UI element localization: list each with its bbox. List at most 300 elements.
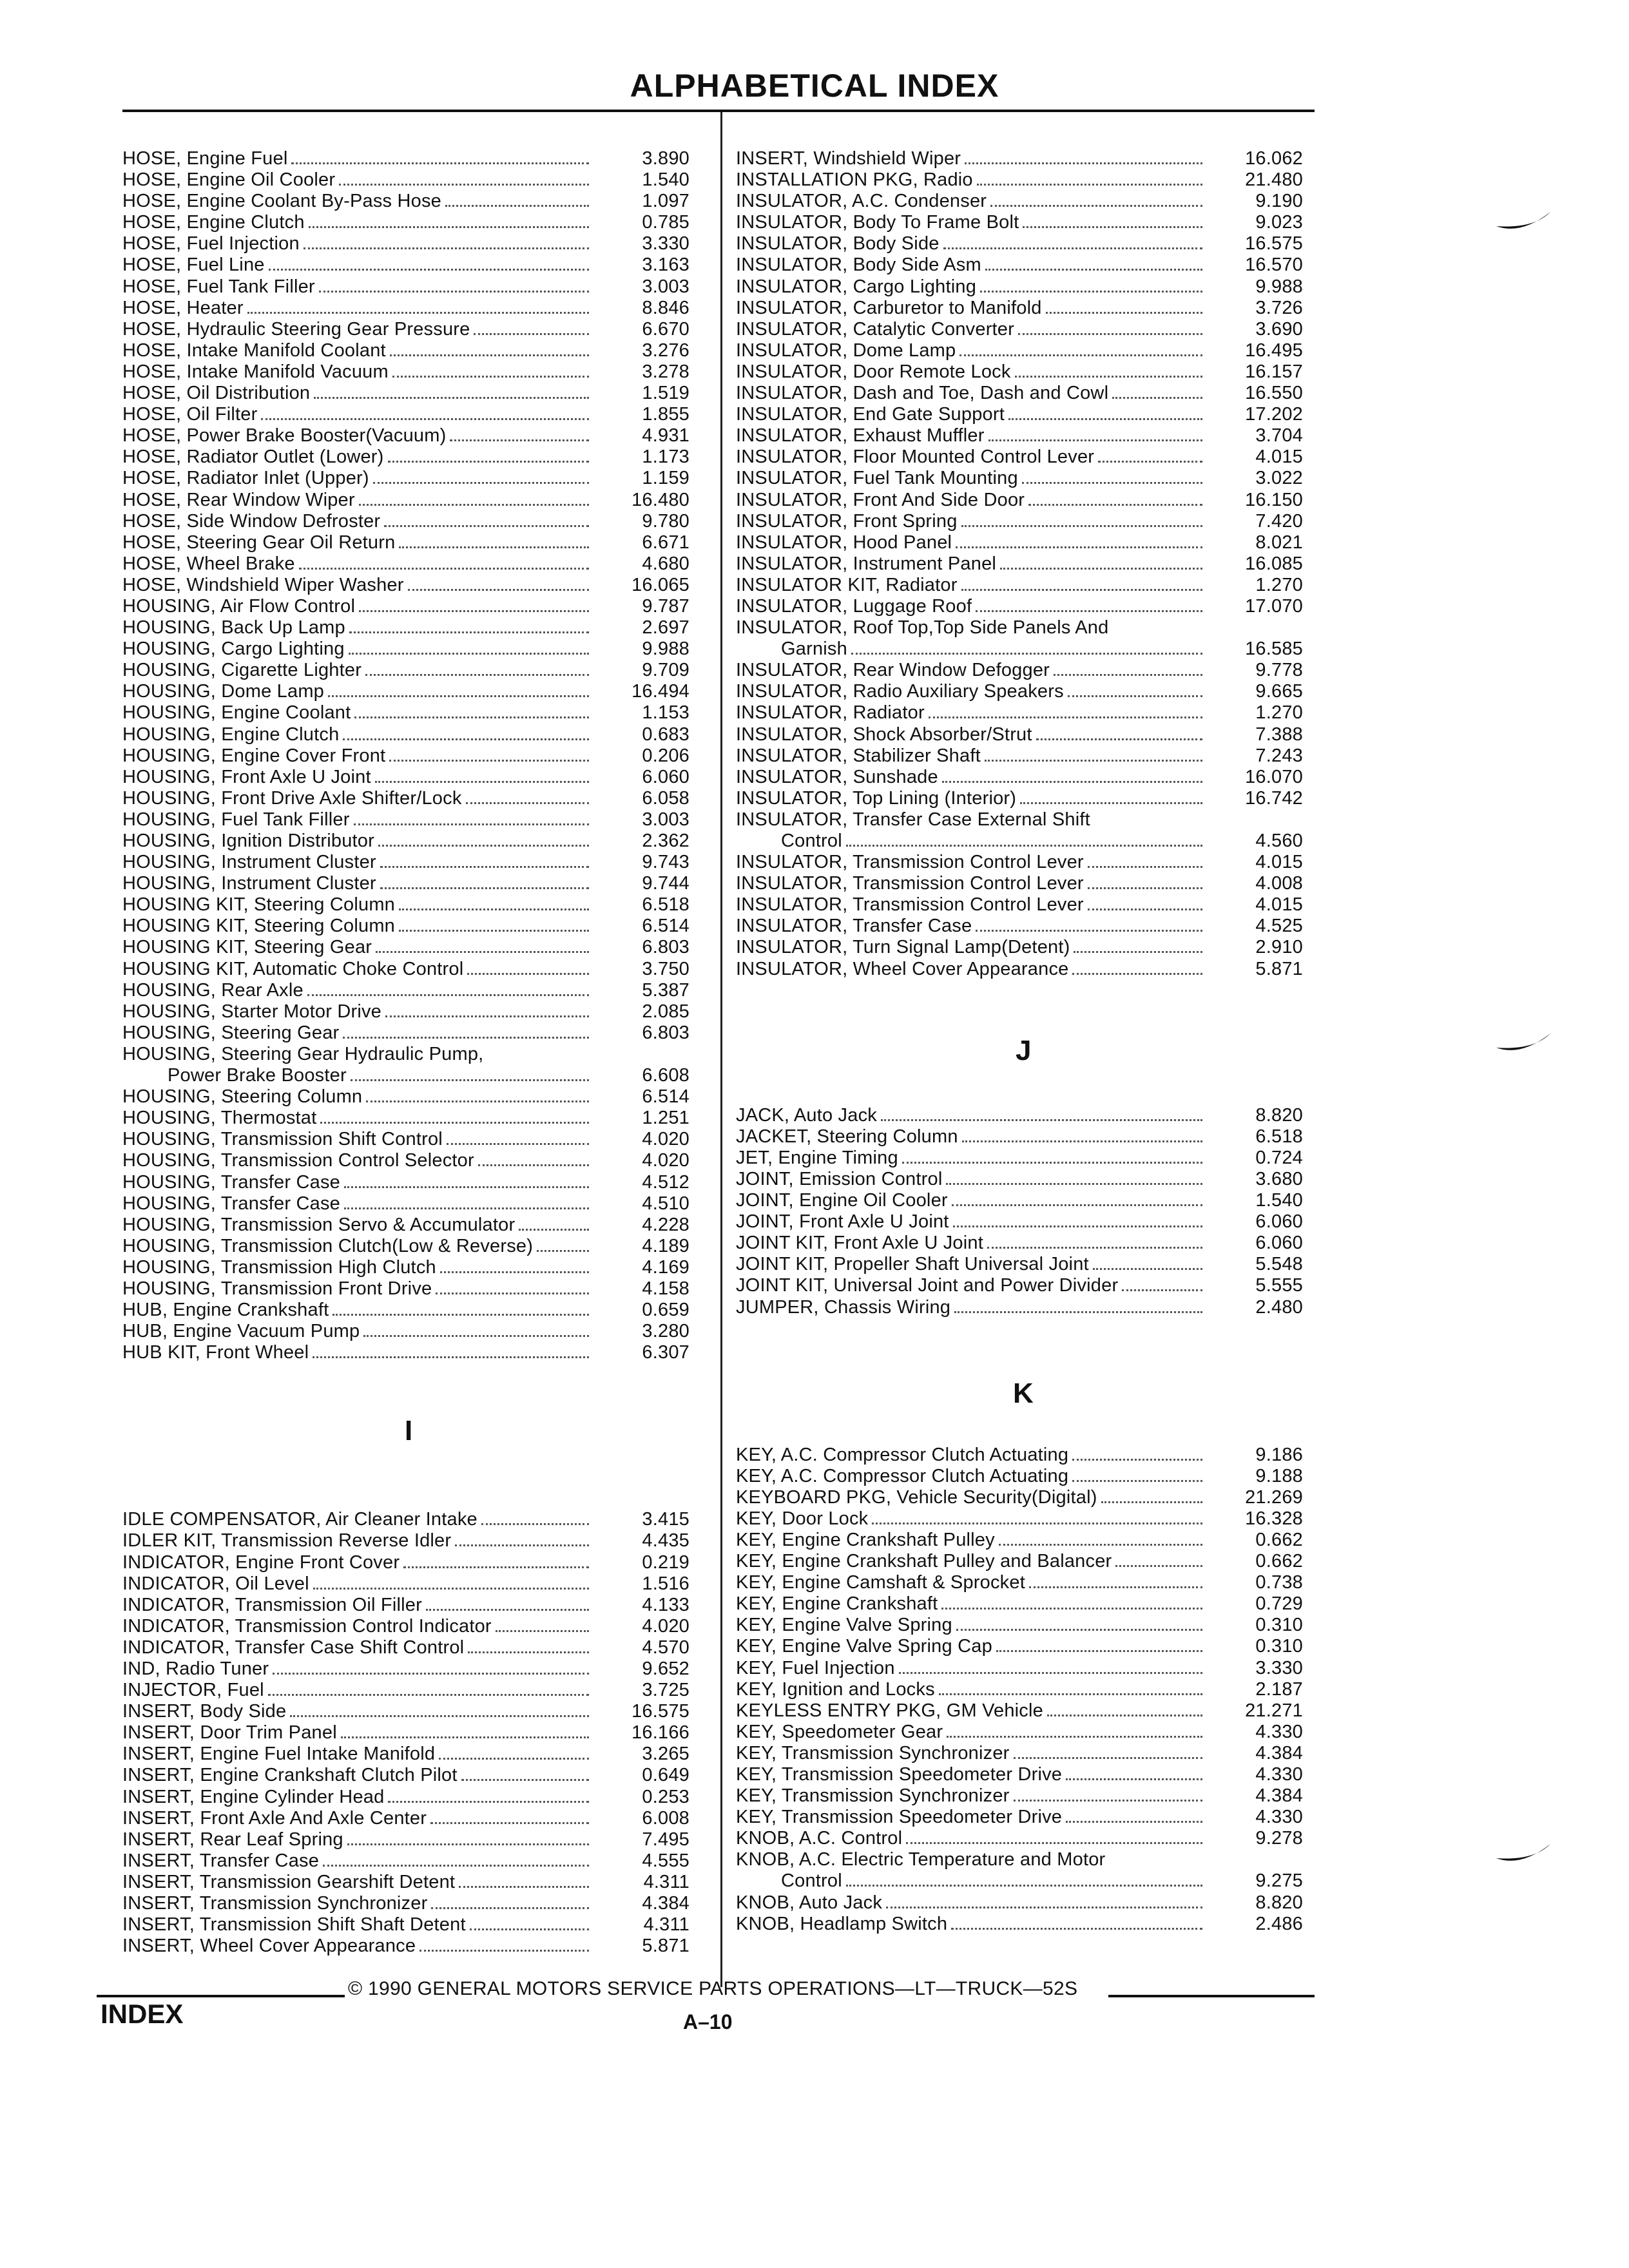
leader-dots <box>959 341 1202 356</box>
index-entry <box>736 1190 1303 1211</box>
leader-dots <box>399 917 589 932</box>
index-entry <box>736 1551 1303 1572</box>
column-divider <box>720 112 722 1987</box>
entry-page-ref: 1.540 <box>642 169 689 191</box>
leader-dots <box>359 597 589 612</box>
leader-dots <box>436 1280 589 1294</box>
leader-dots <box>851 640 1202 655</box>
entry-page-ref: 4.189 <box>642 1235 689 1256</box>
index-entry <box>736 1615 1303 1636</box>
leader-dots <box>496 1617 589 1632</box>
entry-label: INDICATOR, Transfer Case Shift Control <box>122 1637 465 1658</box>
entry-page-ref: 9.652 <box>642 1658 689 1679</box>
index-entry <box>122 1680 689 1701</box>
entry-label: INSULATOR, A.C. Condenser <box>736 191 987 212</box>
entry-page-ref: 0.724 <box>1255 1147 1303 1168</box>
index-entry <box>122 1236 689 1257</box>
index-section-k <box>736 1445 1303 1935</box>
entry-label: HOUSING, Instrument Cluster <box>122 873 376 894</box>
leader-dots <box>1014 1744 1202 1759</box>
leader-dots <box>363 1322 589 1337</box>
entry-page-ref: 3.163 <box>642 255 689 276</box>
index-entry <box>122 468 689 489</box>
leader-dots <box>951 1915 1202 1930</box>
entry-label: HOSE, Steering Gear Oil Return <box>122 532 396 553</box>
leader-dots <box>319 278 589 293</box>
left-column <box>122 148 689 1957</box>
entry-label: HOUSING, Engine Coolant <box>122 702 351 724</box>
entry-page-ref: 4.330 <box>1255 1721 1303 1742</box>
leader-dots <box>339 171 589 186</box>
entry-page-ref: 9.665 <box>1255 681 1303 702</box>
leader-dots <box>1074 938 1202 953</box>
entry-label: JOINT KIT, Universal Joint and Power Divider <box>736 1275 1119 1296</box>
entry-label: HOUSING, Cigarette Lighter <box>122 660 362 681</box>
index-entry <box>736 490 1303 511</box>
entry-label: KEY, Speedometer Gear <box>736 1721 943 1742</box>
entry-label: HOUSING, Thermostat <box>122 1108 317 1129</box>
entry-label: HOSE, Engine Fuel <box>122 148 288 169</box>
leader-dots <box>1047 1702 1202 1716</box>
entry-label: HUB KIT, Front Wheel <box>122 1342 309 1363</box>
leader-dots <box>1036 726 1202 740</box>
entry-label: HOSE, Rear Window Wiper <box>122 489 355 510</box>
leader-dots <box>445 192 589 207</box>
index-section-i-right <box>736 148 1303 980</box>
leader-dots <box>461 1766 589 1781</box>
entry-label: INSULATOR, Floor Mounted Control Lever <box>736 447 1095 468</box>
index-entry <box>122 639 689 660</box>
entry-label: HOSE, Engine Oil Cooler <box>122 169 336 191</box>
entry-page-ref: 9.988 <box>642 639 689 660</box>
index-entry <box>122 212 689 233</box>
entry-label: KEY, Transmission Synchronizer <box>736 1785 1010 1807</box>
entry-label: INSTALLATION PKG, Radio <box>736 169 973 191</box>
leader-dots <box>468 1639 589 1653</box>
entry-page-ref: 4.525 <box>1255 916 1303 937</box>
index-entry <box>736 1892 1303 1914</box>
index-entry <box>122 596 689 617</box>
entry-label: HOUSING, Front Axle U Joint <box>122 766 371 787</box>
entry-label: INSULATOR, Body Side Asm <box>736 255 981 276</box>
leader-dots <box>403 1553 589 1568</box>
index-entry <box>736 1679 1303 1700</box>
entry-page-ref: 9.188 <box>1255 1465 1303 1486</box>
index-entry <box>736 425 1303 447</box>
index-entry <box>122 894 689 916</box>
entry-page-ref: 2.187 <box>1255 1678 1303 1700</box>
entry-page-ref: 0.219 <box>642 1552 689 1573</box>
leader-dots <box>956 1616 1202 1631</box>
entry-page-ref: 6.514 <box>642 916 689 937</box>
index-entry <box>736 1508 1303 1530</box>
entry-label: INSERT, Engine Cylinder Head <box>122 1786 385 1807</box>
index-entry <box>736 468 1303 489</box>
leader-dots <box>478 1151 589 1166</box>
entry-label: HOSE, Oil Distribution <box>122 383 311 404</box>
entry-page-ref: 17.202 <box>1245 404 1303 425</box>
leader-dots <box>440 1258 589 1273</box>
leader-dots <box>466 789 589 804</box>
leader-dots <box>987 1234 1202 1249</box>
leader-dots <box>1029 1573 1202 1588</box>
entry-label: KEY, Engine Valve Spring Cap <box>736 1636 992 1657</box>
entry-label: INSERT, Body Side <box>122 1701 287 1722</box>
index-entry <box>122 1150 689 1171</box>
leader-dots <box>343 726 589 740</box>
leader-dots <box>320 1109 589 1124</box>
entry-page-ref: 4.560 <box>1255 831 1303 851</box>
entry-page-ref: 6.518 <box>642 894 689 916</box>
index-entry <box>736 1722 1303 1743</box>
entry-label: INSULATOR, Transfer Case <box>736 916 972 937</box>
entry-page-ref: 6.514 <box>642 1086 689 1108</box>
leader-dots <box>354 704 589 718</box>
entry-label: INSULATOR, Wheel Cover Appearance <box>736 958 1069 979</box>
entry-page-ref: 4.931 <box>642 425 689 447</box>
entry-label: HOSE, Fuel Line <box>122 255 265 276</box>
index-entry <box>122 1278 689 1300</box>
index-entry <box>122 425 689 447</box>
entry-label: HOSE, Oil Filter <box>122 404 258 425</box>
entry-page-ref: 3.278 <box>642 361 689 382</box>
entry-label: JET, Engine Timing <box>736 1147 898 1168</box>
index-entry <box>736 831 1303 852</box>
entry-label: HOSE, Intake Manifold Coolant <box>122 340 386 361</box>
entry-label: INSULATOR, Roof Top,Top Side Panels And <box>736 617 1109 639</box>
index-entry <box>736 1764 1303 1785</box>
index-entry <box>122 191 689 212</box>
entry-label: HOUSING KIT, Steering Gear <box>122 937 372 958</box>
entry-page-ref: 2.486 <box>1255 1913 1303 1934</box>
leader-dots <box>1072 1467 1202 1482</box>
leader-dots <box>399 533 589 548</box>
entry-page-ref: 3.265 <box>642 1744 689 1765</box>
entry-page-ref: 4.158 <box>642 1278 689 1299</box>
entry-page-ref: 1.855 <box>642 404 689 425</box>
index-entry <box>122 1744 689 1765</box>
leader-dots <box>392 363 589 378</box>
entry-label: HUB, Engine Vacuum Pump <box>122 1321 360 1342</box>
entry-page-ref: 0.683 <box>642 724 689 745</box>
leader-dots <box>872 1510 1202 1524</box>
entry-label: IDLE COMPENSATOR, Air Cleaner Intake <box>122 1509 477 1530</box>
leader-dots <box>365 661 589 676</box>
index-entry <box>736 1530 1303 1551</box>
entry-page-ref: 4.510 <box>642 1193 689 1214</box>
entry-label: INSULATOR, Carburetor to Manifold <box>736 297 1042 318</box>
entry-label: INSULATOR, Door Remote Lock <box>736 361 1011 382</box>
entry-label: KEYLESS ENTRY PKG, GM Vehicle <box>736 1700 1043 1721</box>
index-entry <box>736 276 1303 298</box>
entry-label: INSULATOR, Front And Side Door <box>736 489 1025 510</box>
entry-label: INSULATOR, Sunshade <box>736 766 938 787</box>
leader-dots <box>450 427 589 441</box>
entry-page-ref: 4.330 <box>1255 1807 1303 1828</box>
entry-label: INSULATOR, Body Side <box>736 233 940 255</box>
page-number: A–10 <box>683 2010 733 2033</box>
leader-dots <box>519 1216 589 1231</box>
entry-label: INSERT, Door Trim Panel <box>122 1722 337 1744</box>
index-entry <box>736 1658 1303 1679</box>
entry-label: INSULATOR, End Gate Support <box>736 404 1005 425</box>
entry-label: HOSE, Heater <box>122 297 244 318</box>
leader-dots <box>459 1873 589 1888</box>
index-entry <box>122 1829 689 1850</box>
entry-page-ref: 4.384 <box>1255 1785 1303 1807</box>
index-entry <box>736 1807 1303 1828</box>
entry-label: INSERT, Wheel Cover Appearance <box>122 1936 416 1957</box>
entry-label: Garnish <box>781 639 847 660</box>
leader-dots <box>474 320 589 335</box>
entry-label: INSULATOR, Hood Panel <box>736 532 952 553</box>
leader-dots <box>961 576 1202 591</box>
leader-dots <box>1088 874 1202 889</box>
leader-dots <box>366 1088 589 1102</box>
entry-label: INSERT, Windshield Wiper <box>736 148 961 169</box>
entry-page-ref: 3.003 <box>642 809 689 830</box>
leader-dots <box>1101 1488 1202 1503</box>
leader-dots <box>385 1003 589 1017</box>
entry-label: KNOB, Auto Jack <box>736 1892 883 1913</box>
entry-label: INSULATOR, Catalytic Converter <box>736 318 1014 340</box>
entry-label: HOSE, Radiator Outlet (Lower) <box>122 447 384 468</box>
index-entry <box>736 1275 1303 1296</box>
entry-label: INSULATOR, Luggage Roof <box>736 595 972 617</box>
entry-page-ref: 4.228 <box>642 1214 689 1235</box>
index-entry <box>736 959 1303 980</box>
leader-dots <box>1068 682 1202 697</box>
index-entry <box>736 681 1303 702</box>
index-entry <box>736 447 1303 468</box>
entry-label: HOUSING, Engine Cover Front <box>122 745 386 766</box>
entry-page-ref: 16.550 <box>1245 383 1303 404</box>
index-entry <box>122 233 689 255</box>
leader-dots <box>1054 661 1202 676</box>
leader-dots <box>939 1680 1202 1695</box>
leader-dots <box>354 811 589 825</box>
entry-page-ref: 3.276 <box>642 340 689 361</box>
index-entry <box>122 148 689 169</box>
leader-dots <box>349 619 589 633</box>
leader-dots <box>965 149 1202 164</box>
entry-label: INSULATOR, Radio Auxiliary Speakers <box>736 681 1064 702</box>
leader-dots <box>375 768 589 783</box>
leader-dots <box>384 512 589 527</box>
index-entry <box>122 1300 689 1321</box>
index-entry <box>736 1297 1303 1318</box>
entry-page-ref: 0.659 <box>642 1300 689 1321</box>
entry-page-ref: 5.387 <box>642 979 689 1001</box>
entry-page-ref: 7.495 <box>642 1829 689 1850</box>
entry-page-ref: 16.070 <box>1245 766 1303 787</box>
entry-label: KNOB, A.C. Electric Temperature and Motor <box>736 1849 1106 1870</box>
index-entry <box>736 212 1303 233</box>
entry-page-ref: 1.540 <box>1255 1190 1303 1211</box>
entry-page-ref: 3.725 <box>642 1680 689 1701</box>
index-entry <box>736 1211 1303 1233</box>
entry-label: INSERT, Transmission Shift Shaft Detent <box>122 1914 466 1936</box>
index-entry <box>122 1023 689 1044</box>
index-entry <box>122 1257 689 1278</box>
entry-page-ref: 0.310 <box>1255 1615 1303 1636</box>
leader-dots <box>376 938 589 953</box>
leader-dots <box>941 1595 1202 1610</box>
entry-label: JOINT, Front Axle U Joint <box>736 1211 949 1233</box>
entry-page-ref: 6.008 <box>642 1807 689 1829</box>
leader-dots <box>976 917 1202 932</box>
entry-label: KEY, A.C. Compressor Clutch Actuating <box>736 1465 1069 1486</box>
leader-dots <box>943 235 1202 249</box>
index-entry <box>736 532 1303 553</box>
leader-dots <box>344 1173 589 1188</box>
index-entry <box>122 767 689 788</box>
index-entry <box>736 788 1303 809</box>
entry-label: HOUSING, Transmission Clutch(Low & Reverse) <box>122 1235 534 1256</box>
entry-page-ref: 6.670 <box>642 318 689 340</box>
leader-dots <box>313 1575 589 1590</box>
entry-label: INSULATOR, Dome Lamp <box>736 340 956 361</box>
entry-page-ref: 0.662 <box>1255 1529 1303 1550</box>
leader-dots <box>1000 555 1202 570</box>
entry-label: HOUSING, Starter Motor Drive <box>122 1001 381 1022</box>
entry-page-ref: 4.020 <box>642 1129 689 1150</box>
entry-page-ref: 2.362 <box>642 831 689 851</box>
leader-dots <box>942 768 1202 783</box>
index-entry <box>122 916 689 937</box>
index-entry <box>122 831 689 852</box>
entry-page-ref: 4.570 <box>642 1637 689 1658</box>
index-entry <box>736 1700 1303 1722</box>
entry-label: INSERT, Transmission Synchronizer <box>122 1893 428 1914</box>
index-entry <box>122 617 689 639</box>
leader-dots <box>988 427 1202 441</box>
entry-label: HOUSING, Transmission Shift Control <box>122 1129 443 1150</box>
leader-dots <box>1023 213 1202 228</box>
entry-page-ref: 9.709 <box>642 660 689 681</box>
leader-dots <box>906 1829 1202 1844</box>
leader-dots <box>1028 491 1202 506</box>
index-entry <box>736 383 1303 404</box>
entry-page-ref: 16.575 <box>631 1701 689 1722</box>
entry-page-ref: 16.570 <box>1245 255 1303 276</box>
entry-page-ref: 1.159 <box>642 468 689 489</box>
entry-label: INSULATOR, Turn Signal Lamp(Detent) <box>736 937 1070 958</box>
entry-label: HOSE, Wheel Brake <box>122 553 295 574</box>
entry-page-ref: 1.519 <box>642 383 689 404</box>
leader-dots <box>999 1531 1202 1546</box>
entry-label: INSULATOR, Stabilizer Shaft <box>736 745 981 766</box>
index-entry <box>122 298 689 319</box>
entry-page-ref: 1.270 <box>1255 702 1303 724</box>
leader-dots <box>351 1066 589 1081</box>
index-entry <box>122 1129 689 1150</box>
entry-label: Power Brake Booster <box>168 1065 347 1086</box>
index-entry <box>736 575 1303 596</box>
index-entry <box>122 1193 689 1215</box>
entry-page-ref: 9.186 <box>1255 1444 1303 1465</box>
entry-label: INSULATOR, Rear Window Defogger <box>736 660 1050 681</box>
entry-page-ref: 9.988 <box>1255 276 1303 297</box>
entry-label: KEY, A.C. Compressor Clutch Actuating <box>736 1444 1069 1465</box>
entry-label: KEY, Engine Crankshaft <box>736 1593 938 1615</box>
entry-page-ref: 2.697 <box>642 617 689 639</box>
index-entry <box>122 575 689 596</box>
index-entry <box>122 361 689 383</box>
entry-page-ref: 16.166 <box>631 1722 689 1744</box>
entry-label: HOSE, Fuel Injection <box>122 233 300 255</box>
index-section-h <box>122 148 689 1363</box>
leader-dots <box>1088 896 1202 910</box>
leader-dots <box>373 469 589 484</box>
entry-page-ref: 0.738 <box>1255 1572 1303 1593</box>
index-entry <box>122 255 689 276</box>
leader-dots <box>952 1191 1202 1206</box>
index-entry <box>736 596 1303 617</box>
index-entry <box>122 404 689 425</box>
entry-label: INSULATOR, Cargo Lighting <box>736 276 977 297</box>
entry-page-ref: 4.680 <box>642 553 689 574</box>
index-entry <box>736 1593 1303 1615</box>
section-letter-i: I <box>405 1415 413 1446</box>
leader-dots <box>1066 1808 1202 1823</box>
footer-rule <box>1108 1995 1315 1997</box>
leader-dots <box>1093 1255 1202 1270</box>
entry-page-ref: 1.251 <box>642 1108 689 1129</box>
entry-label: HOUSING, Dome Lamp <box>122 681 325 702</box>
index-entry <box>122 1616 689 1637</box>
entry-label: KEY, Door Lock <box>736 1508 869 1529</box>
entry-label: KNOB, Headlamp Switch <box>736 1913 948 1934</box>
entry-label: HOSE, Hydraulic Steering Gear Pressure <box>122 318 470 340</box>
entry-page-ref: 5.555 <box>1255 1275 1303 1296</box>
entry-page-ref: 4.020 <box>642 1615 689 1637</box>
leader-dots <box>343 1024 589 1039</box>
index-entry <box>122 1701 689 1722</box>
index-entry <box>122 852 689 873</box>
entry-page-ref: 0.310 <box>1255 1636 1303 1657</box>
index-entry <box>122 340 689 361</box>
leader-dots <box>439 1745 589 1760</box>
index-entry <box>736 255 1303 276</box>
entry-page-ref: 6.060 <box>1255 1211 1303 1233</box>
entry-page-ref: 4.020 <box>642 1150 689 1171</box>
entry-page-ref: 6.608 <box>642 1065 689 1086</box>
entry-page-ref: 9.190 <box>1255 191 1303 212</box>
entry-label: HUB, Engine Crankshaft <box>122 1300 329 1321</box>
leader-dots <box>447 1130 589 1145</box>
index-entry <box>736 809 1303 831</box>
index-entry <box>122 1342 689 1363</box>
leader-dots <box>886 1894 1202 1908</box>
index-entry <box>122 873 689 894</box>
entry-label: INSERT, Transmission Gearshift Detent <box>122 1871 456 1892</box>
leader-dots <box>962 1128 1202 1142</box>
leader-dots <box>419 1937 589 1952</box>
entry-label: INSULATOR, Dash and Toe, Dash and Cowl <box>736 383 1109 404</box>
entry-label: INSULATOR, Transmission Control Lever <box>736 852 1084 873</box>
index-entry <box>736 361 1303 383</box>
entry-page-ref: 4.169 <box>642 1256 689 1278</box>
entry-label: KEY, Ignition and Locks <box>736 1678 935 1700</box>
leader-dots <box>1072 960 1202 975</box>
entry-page-ref: 5.871 <box>642 1936 689 1957</box>
leader-dots <box>990 192 1202 207</box>
leader-dots <box>378 832 589 847</box>
leader-dots <box>269 256 589 271</box>
index-entry <box>122 1086 689 1108</box>
index-entry <box>736 553 1303 575</box>
